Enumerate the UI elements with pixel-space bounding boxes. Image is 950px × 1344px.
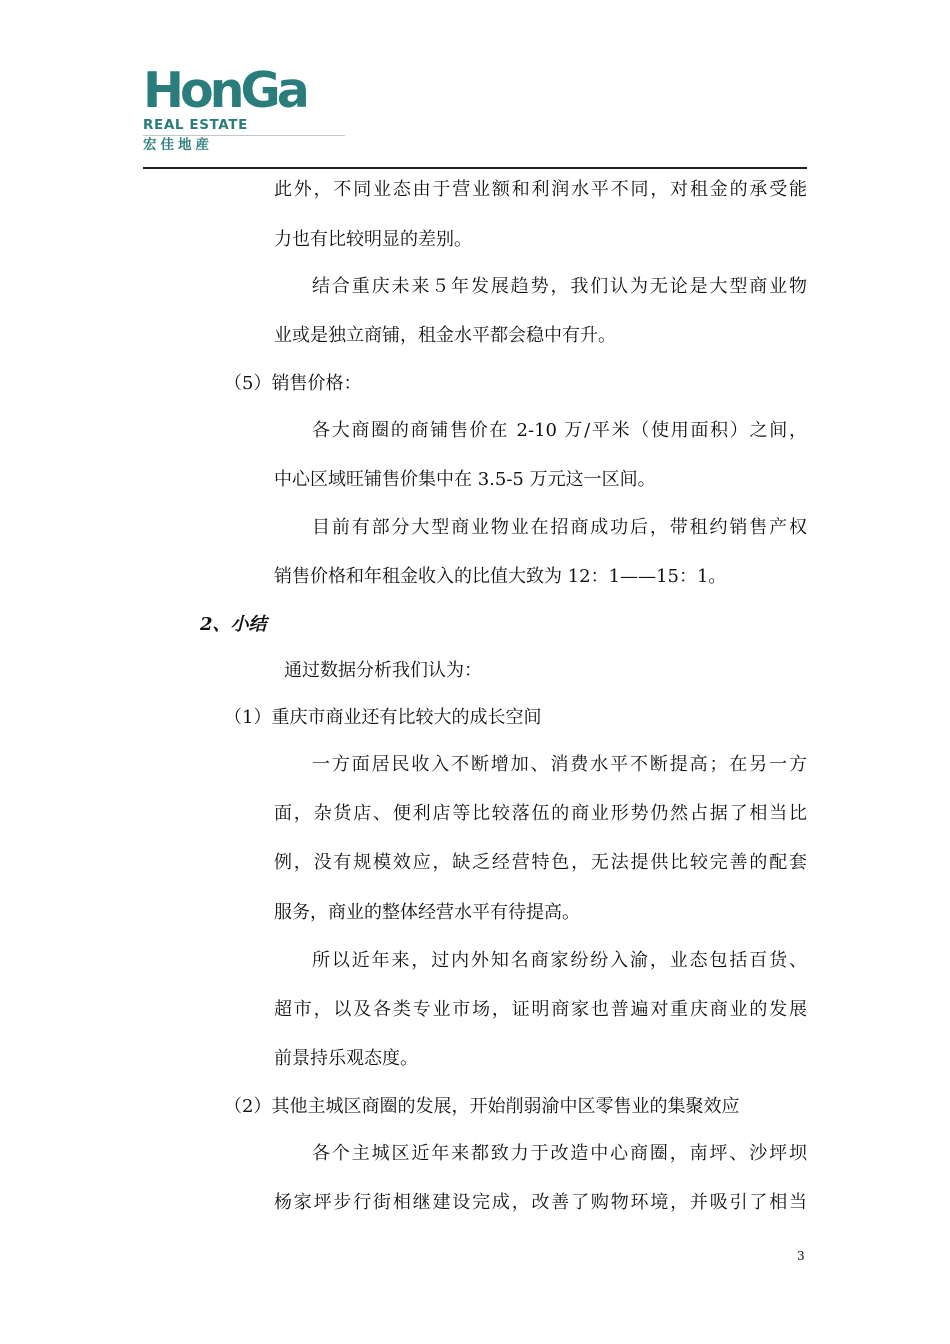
paragraph-line: 面，杂货店、便利店等比较落伍的商业形势仍然占据了相当比 bbox=[274, 803, 807, 824]
paragraph-line: 销售价格和年租金收入的比值大致为 12：1——15：1。 bbox=[274, 566, 727, 587]
paragraph-line: 一方面居民收入不断增加、消费水平不断提高；在另一方 bbox=[312, 754, 807, 775]
paragraph-line: 所以近年来，过内外知名商家纷纷入渝，业态包括百货、 bbox=[312, 950, 807, 971]
section-heading: 2、小结 bbox=[200, 614, 267, 635]
paragraph-line: 各个主城区近年来都致力于改造中心商圈，南坪、沙坪坝 bbox=[312, 1143, 807, 1164]
paragraph-line: 服务，商业的整体经营水平有待提高。 bbox=[274, 902, 580, 923]
paragraph-line: 杨家坪步行街相继建设完成，改善了购物环境，并吸引了相当 bbox=[274, 1192, 807, 1213]
logo-divider bbox=[143, 135, 345, 136]
paragraph-line: 力也有比较明显的差别。 bbox=[274, 229, 472, 250]
page-number: 3 bbox=[797, 1249, 805, 1263]
logo-chinese-name: 宏佳地産 bbox=[143, 136, 213, 153]
paragraph-line: 各大商圈的商铺售价在 2-10 万/平米（使用面积）之间， bbox=[312, 420, 807, 441]
paragraph-line: 通过数据分析我们认为： bbox=[284, 660, 482, 681]
paragraph-line: 目前有部分大型商业物业在招商成功后，带租约销售产权 bbox=[312, 517, 807, 538]
paragraph-line: 中心区域旺铺售价集中在 3.5-5 万元这一区间。 bbox=[274, 469, 656, 490]
paragraph-line: 例，没有规模效应，缺乏经营特色，无法提供比较完善的配套 bbox=[274, 852, 807, 873]
logo-subtitle: REAL ESTATE bbox=[143, 117, 248, 133]
paragraph-line: 前景持乐观态度。 bbox=[274, 1048, 418, 1069]
paragraph-line: 此外，不同业态由于营业额和利润水平不同，对租金的承受能 bbox=[274, 179, 807, 200]
paragraph-line: 业或是独立商铺，租金水平都会稳中有升。 bbox=[274, 325, 616, 346]
logo-wordmark: HonGa bbox=[143, 62, 306, 119]
list-item-heading: （1）重庆市商业还有比较大的成长空间 bbox=[224, 707, 542, 728]
list-item-heading: （2）其他主城区商圈的发展，开始削弱渝中区零售业的集聚效应 bbox=[224, 1096, 740, 1117]
list-item-heading: （5）销售价格： bbox=[224, 373, 362, 394]
header-divider bbox=[143, 167, 807, 169]
company-logo bbox=[143, 62, 348, 158]
paragraph-line: 超市，以及各类专业市场，证明商家也普遍对重庆商业的发展 bbox=[274, 999, 807, 1020]
paragraph-line: 结合重庆未来５年发展趋势，我们认为无论是大型商业物 bbox=[312, 276, 807, 297]
